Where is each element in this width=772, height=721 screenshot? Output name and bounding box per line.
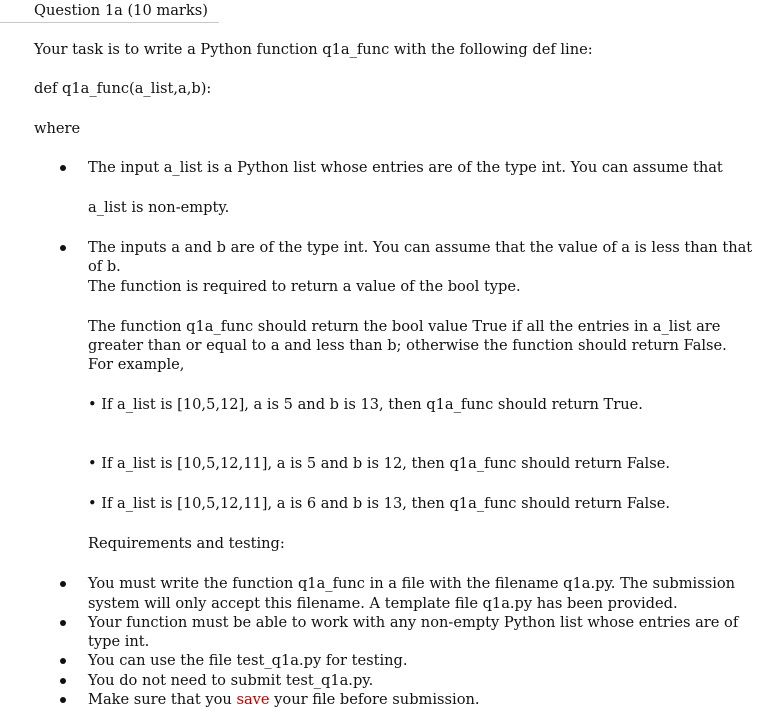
requirement-5-before: Make sure that you: [88, 691, 237, 708]
requirement-5-after: your file before submission.: [269, 691, 480, 708]
question-heading: Question 1a (10 marks): [34, 2, 208, 19]
bullet-dot: [60, 581, 66, 587]
heading-divider: [0, 22, 219, 23]
requirement-1-line2: system will only accept this filename. A template file q1a.py has been provided.: [88, 595, 678, 612]
save-highlight: save: [236, 691, 270, 708]
bullet-dot: [60, 165, 66, 171]
bullet-dot: [60, 697, 66, 703]
description-line2: greater than or equal to a and less than b; otherwise the function should return False.: [88, 337, 727, 354]
bullet2-line3: The function is required to return a value of the bool type.: [88, 278, 521, 295]
example-2: • If a_list is [10,5,12,11], a is 5 and b is 12, then q1a_func should return False.: [88, 455, 670, 472]
requirement-3: You can use the file test_q1a.py for testing.: [88, 652, 408, 669]
where-text: where: [34, 120, 81, 137]
requirement-2-line1: Your function must be able to work with any non-empty Python list whose entries are of: [88, 614, 739, 631]
bullet2-line1: The inputs a and b are of the type int. You can assume that the value of a is less than that: [88, 239, 753, 256]
requirement-4: You do not need to submit test_q1a.py.: [88, 672, 374, 689]
bullet-dot: [60, 658, 66, 664]
requirement-2-line2: type int.: [88, 633, 150, 650]
example-1: • If a_list is [10,5,12], a is 5 and b is 13, then q1a_func should return True.: [88, 396, 643, 413]
requirements-heading: Requirements and testing:: [88, 535, 285, 552]
requirement-1-line1: You must write the function q1a_func in a file with the filename q1a.py. The submission: [88, 575, 736, 592]
bullet-dot: [60, 678, 66, 684]
description-line1: The function q1a_func should return the bool value True if all the entries in a_list are: [88, 318, 721, 335]
example-3: • If a_list is [10,5,12,11], a is 6 and b is 13, then q1a_func should return False.: [88, 495, 670, 512]
description-line3: For example,: [88, 356, 185, 373]
bullet2-line2: of b.: [88, 258, 121, 275]
requirement-5: [88, 690, 480, 709]
bullet1-line1: The input a_list is a Python list whose entries are of the type int. You can assume that: [88, 159, 723, 176]
def-line: def q1a_func(a_list,a,b):: [34, 80, 212, 97]
bullet1-line2: a_list is non-empty.: [88, 199, 230, 216]
intro-text: Your task is to write a Python function q1a_func with the following def line:: [34, 41, 593, 58]
bullet-dot: [60, 245, 66, 251]
bullet-dot: [60, 620, 66, 626]
